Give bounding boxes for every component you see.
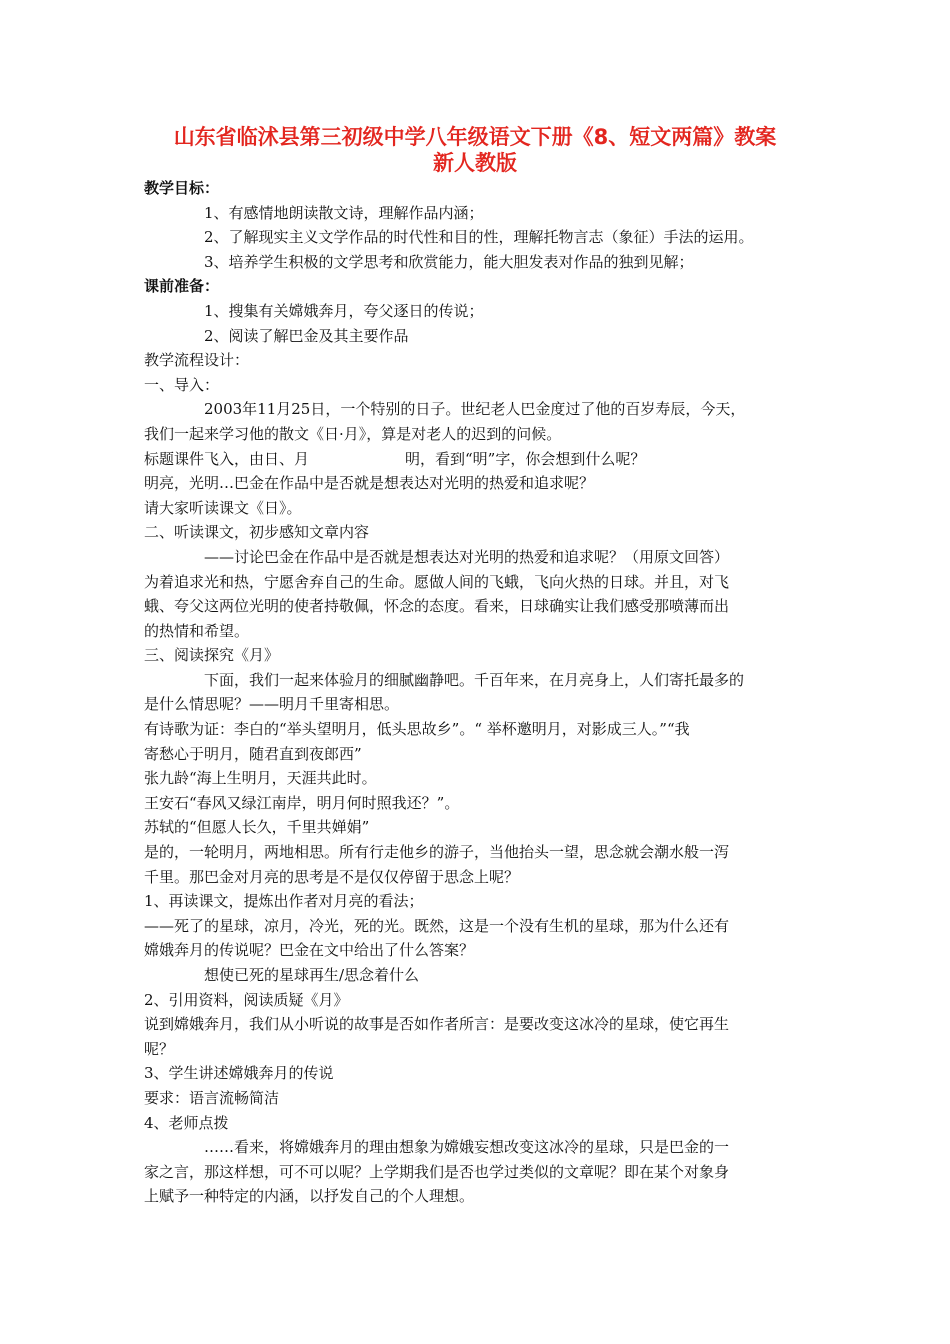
paragraph-line: 一、导入： [144, 375, 220, 394]
document-title-line1: 山东省临沭县第三初级中学八年级语文下册《8、短文两篇》教案 [173, 125, 777, 149]
paragraph-line: 张九龄“海上生明月，天涯共此时。 [144, 769, 377, 788]
paragraph-line: 有诗歌为证：李白的“举头望明月，低头思故乡”。“ 举杯邀明月，对影成三人。”“我 [144, 720, 690, 739]
line-segment: 标题课件飞入，由日、月 [144, 449, 310, 468]
paragraph-line: 苏轼的“但愿人长久，千里共婵娟” [144, 818, 370, 837]
paragraph-line: 千里。那巴金对月亮的思考是不是仅仅停留于思念上呢？ [144, 867, 520, 886]
section-heading: 教学目标： [144, 179, 220, 197]
paragraph-line: 是什么情思呢？——明月千里寄相思。 [144, 695, 400, 714]
paragraph-line [144, 447, 814, 472]
paragraph-line: ……看来，将嫦娥奔月的理由想象为嫦娥妄想改变这冰冷的星球，只是巴金的一 [204, 1138, 730, 1157]
section-heading: 课前准备： [144, 277, 220, 296]
paragraph-line: 3、培养学生积极的文学思考和欣赏能力，能大胆发表对作品的独到见解； [204, 252, 694, 271]
line-segment: 明，看到“明”字，你会想到什么呢？ [405, 449, 646, 468]
paragraph-line: 2、了解现实主义文学作品的时代性和目的性，理解托物言志（象征）手法的运用。 [204, 228, 754, 247]
paragraph-line: ——死了的星球，凉月，冷光，死的光。既然，这是一个没有生机的星球，那为什么还有 [144, 916, 730, 935]
document-title-line2: 新人教版 [433, 151, 517, 175]
paragraph-line: 3、学生讲述嫦娥奔月的传说 [144, 1064, 334, 1083]
paragraph-line: 的热情和希望。 [144, 621, 250, 640]
paragraph-line: 1、有感情地朗读散文诗，理解作品内涵； [204, 203, 484, 222]
paragraph-line: 嫦娥奔月的传说呢？巴金在文中给出了什么答案？ [144, 941, 475, 960]
paragraph-line: 呢？ [144, 1039, 175, 1058]
paragraph-line: 说到嫦娥奔月，我们从小听说的故事是否如作者所言：是要改变这冰冷的星球，使它再生 [144, 1015, 730, 1034]
paragraph-line: 寄愁心于明月，随君直到夜郎西” [144, 744, 362, 763]
document-body [144, 176, 814, 1209]
paragraph-line: 为着追求光和热，宁愿舍弃自己的生命。愿做人间的飞蛾，飞向火热的日球。并且，对飞 [144, 572, 730, 591]
paragraph-line: 二、听读课文，初步感知文章内容 [144, 523, 370, 542]
paragraph-line: 三、阅读探究《月》 [144, 646, 280, 665]
paragraph-line: 请大家听读课文《日》。 [144, 498, 302, 517]
paragraph-line: 是的，一轮明月，两地相思。所有行走他乡的游子，当他抬头一望，思念就会潮水般一泻 [144, 843, 730, 862]
paragraph-line: 蛾、夸父这两位光明的使者持敬佩，怀念的态度。看来，日球确实让我们感受那喷薄而出 [144, 597, 730, 616]
paragraph-line: 2、阅读了解巴金及其主要作品 [204, 326, 409, 345]
paragraph-line: 想使已死的星球再生/思念着什么 [204, 966, 420, 984]
paragraph-line: 1、再读课文，提炼出作者对月亮的看法； [144, 892, 424, 911]
paragraph-line: 教学流程设计： [144, 351, 250, 370]
paragraph-line: ——讨论巴金在作品中是否就是想表达对光明的热爱和追求呢？（用原文回答） [204, 547, 730, 566]
paragraph-line: 2、引用资料，阅读质疑《月》 [144, 990, 349, 1009]
paragraph-line: 家之言，那这样想，可不可以呢？上学期我们是否也学过类似的文章呢？即在某个对象身 [144, 1162, 730, 1181]
paragraph-line: 我们一起来学习他的散文《日·月》，算是对老人的迟到的问候。 [144, 424, 562, 443]
paragraph-line: 4、老师点拨 [144, 1113, 229, 1132]
paragraph-line: 要求：语言流畅简洁 [144, 1088, 280, 1107]
paragraph-line: 上赋予一种特定的内涵，以抒发自己的个人理想。 [144, 1187, 475, 1206]
paragraph-line: 2003年11月25日，一个特别的日子。世纪老人巴金度过了他的百岁寿辰，今天， [204, 400, 746, 419]
paragraph-line: 王安石“春风又绿江南岸，明月何时照我还？”。 [144, 793, 460, 812]
paragraph-line: 下面，我们一起来体验月的细腻幽静吧。千百年来，在月亮身上，人们寄托最多的 [204, 670, 745, 689]
paragraph-line: 明亮，光明…巴金在作品中是否就是想表达对光明的热爱和追求呢？ [144, 474, 595, 493]
paragraph-line: 1、搜集有关嫦娥奔月，夸父逐日的传说； [204, 301, 484, 320]
